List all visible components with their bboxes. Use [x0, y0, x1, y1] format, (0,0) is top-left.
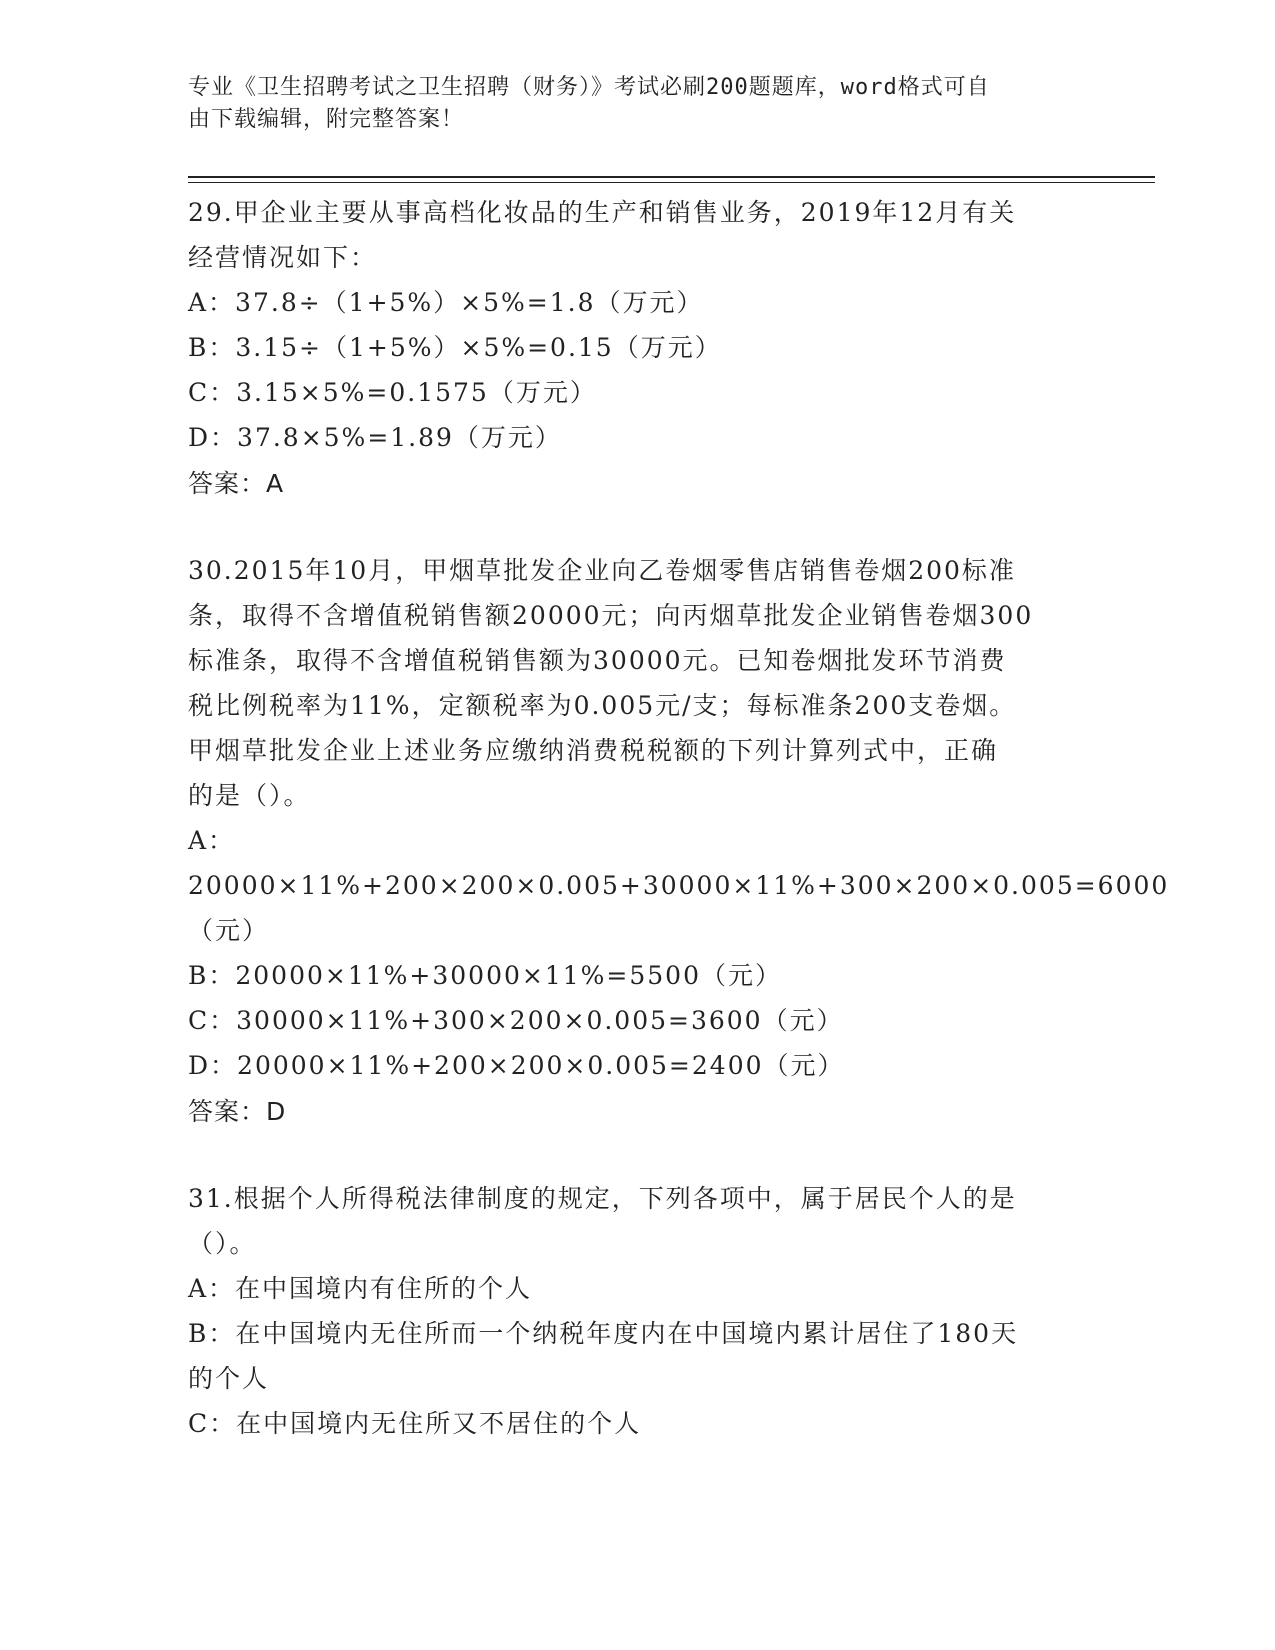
option-line: A：20000×11%+200×200×0.005+30000×11%+300×200×0.005=6000: [188, 826, 1170, 900]
option-line: C：30000×11%+300×200×0.005=3600（元）: [188, 1006, 844, 1035]
option-a: [188, 818, 1170, 953]
document-header: [188, 72, 1068, 136]
stem-line: 条，取得不含增值税销售额20000元；向丙烟草批发企业销售卷烟300: [188, 601, 1034, 630]
option-line: A：在中国境内有住所的个人: [188, 1274, 533, 1303]
question-30: [188, 548, 1170, 1136]
option-line: D：37.8×5%=1.89（万元）: [188, 423, 562, 452]
stem-line: 31.根据个人所得税法律制度的规定，下列各项中，属于居民个人的是: [188, 1184, 1017, 1213]
question-29: [188, 190, 1088, 508]
question-stem: [188, 190, 1088, 280]
option-c: [188, 370, 1088, 415]
question-list: [188, 190, 1170, 1486]
option-d: [188, 1043, 1088, 1088]
option-c: [188, 1401, 1088, 1446]
option-line: B：20000×11%+30000×11%=5500（元）: [188, 961, 782, 990]
option-c: [188, 998, 1088, 1043]
stem-line: （）。: [188, 1229, 257, 1258]
option-line: B：在中国境内无住所而一个纳税年度内在中国境内累计居住了180天: [188, 1319, 1019, 1348]
option-line: D：20000×11%+200×200×0.005=2400（元）: [188, 1051, 845, 1080]
option-line: （元）: [188, 916, 270, 945]
option-line: B：3.15÷（1+5%）×5%=0.15（万元）: [188, 333, 722, 362]
option-line: C：在中国境内无住所又不居住的个人: [188, 1409, 642, 1438]
option-b: [188, 325, 1088, 370]
option-line: C：3.15×5%=0.1575（万元）: [188, 378, 597, 407]
stem-line: 的是（）。: [188, 781, 311, 810]
option-a: [188, 280, 1088, 325]
stem-line: 30.2015年10月，甲烟草批发企业向乙卷烟零售店销售卷烟200标准: [188, 556, 1016, 585]
question-stem: [188, 548, 1088, 818]
option-line: 的个人: [188, 1364, 270, 1393]
question-31: [188, 1176, 1088, 1446]
option-b: [188, 1311, 1088, 1401]
stem-line: 经营情况如下：: [188, 243, 378, 272]
stem-line: 29.甲企业主要从事高档化妆品的生产和销售业务，2019年12月有关: [188, 198, 1017, 227]
answer-label: 答案：D: [188, 1097, 287, 1126]
header-rule-thick: [188, 176, 1155, 178]
stem-line: 甲烟草批发企业上述业务应缴纳消费税税额的下列计算列式中，正确: [188, 736, 999, 765]
option-b: [188, 953, 1088, 998]
header-line-1: 专业《卫生招聘考试之卫生招聘（财务）》考试必刷200题题库，word格式可自: [188, 75, 990, 100]
question-stem: [188, 1176, 1088, 1266]
option-d: [188, 415, 1088, 460]
answer-label: 答案：A: [188, 469, 285, 498]
header-line-2: 由下载编辑，附完整答案！: [188, 107, 465, 132]
stem-line: 税比例税率为11%，定额税率为0.005元/支；每标准条200支卷烟。: [188, 691, 1017, 720]
option-line: A：37.8÷（1+5%）×5%=1.8（万元）: [188, 288, 704, 317]
stem-line: 标准条，取得不含增值税销售额为30000元。已知卷烟批发环节消费: [188, 646, 1007, 675]
header-rule-thin: [188, 182, 1155, 183]
option-a: [188, 1266, 1088, 1311]
